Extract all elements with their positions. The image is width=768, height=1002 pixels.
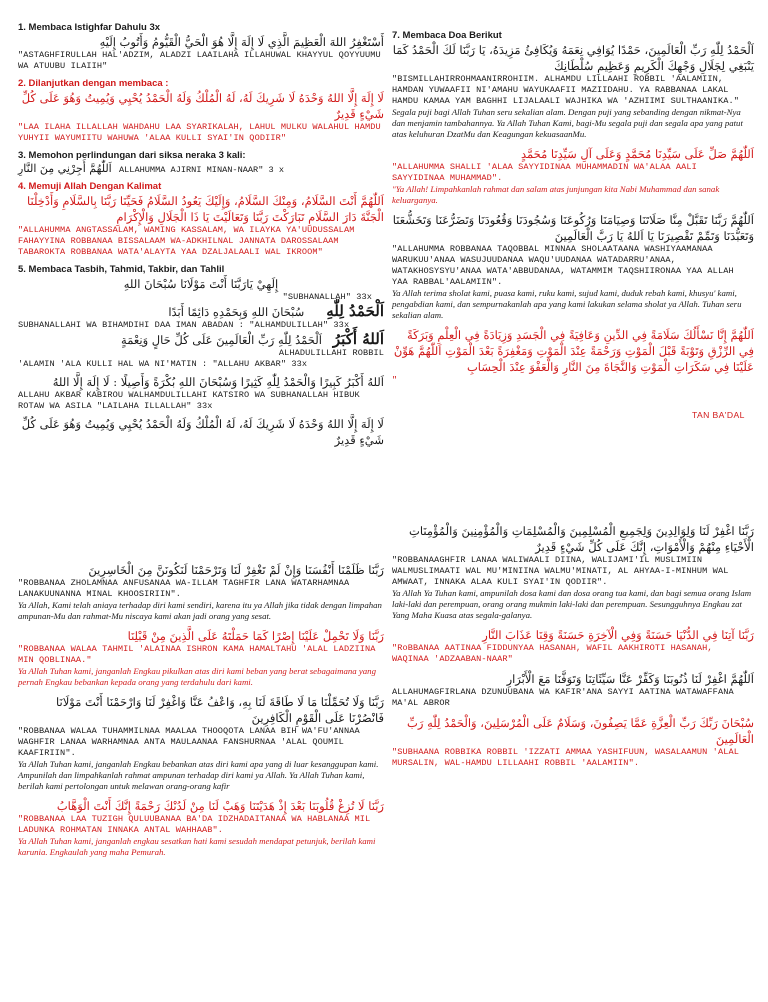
section-taqabbal (392, 212, 754, 321)
column-top-right (392, 30, 754, 392)
arabic-text: أَسْتَغْفِرُ اللهَ الْعَظِيمَ الَّذِي لَا إِلَهَ إِلَّا هُوَ الْحَيُّ الْقَيُّومُ وَأَتُوبُ إِلَيْهِ (99, 35, 384, 49)
arabic-text: اَللّٰهُمَّ أَنْتَ السَّلَامُ، وَمِنْكَ السَّلَامُ، وَإِلَيْكَ يَعُودُ السَّلَامُ فَحَيِّنَا رَبَّنَا بِالسَّلَامِ وَأَدْخِلْنَا الْجَنَّةَ دَارَ السَّلَامِ تَبَارَكْتَ رَبَّنَا وَتَعَالَيْتَ يَا ذَا الْجَلَالِ وَالْإِكْرَامِ (26, 194, 384, 224)
arabic-text: سُبْحَانَ اللهِ وَبِحَمْدِهِ دَائِمًا أَبَدًا (168, 305, 305, 319)
latin-transliteration: "RoBBANAA AATINAA FIDDUNYAA HASANAH, WAFIL AAKHIROTI HASANAH, WAQINAA 'ADZAABAN-NAAR" (392, 643, 713, 664)
section-rabbanaghfir (392, 523, 754, 621)
section-heading: 4. Memuji Allah Dengan Kalimat (18, 181, 162, 192)
section-salamah (392, 327, 754, 386)
arabic-line (18, 331, 384, 348)
section-subhana-rabbika (392, 715, 754, 769)
arabic-text: رَبَّنَا اغْفِرْ لَنَا وَلِوَالِدِينَ وَلِجَمِيعِ الْمُسْلِمِينَ وَالْمُسْلِمَاتِ وَالْمُؤْمِنِينَ وَالْمُؤْمِنَاتِ الْأَحْيَاءِ مِنْهُمْ وَالْأَمْوَاتِ، إِنَّكَ عَلَى كُلِّ شَيْءٍ قَدِيرٌ (409, 524, 754, 554)
latin-transliteration: "BISMILLAHIRROHMAANIRROHIIM. ALHAMDU LILLAAHI ROBBIL 'AALAMIIN, HAMDAN YUWAAFII NI'AMAHU WAYUKAAFII MAZIIDAHU. YA RABBANAA LAKAL HAMDU KAMAA YAM BAGHHI LIJALAALI WAJHIKA WA 'AZHIIMI SULTHAANIKA." (392, 74, 739, 106)
section-heading: 1. Membaca Istighfar Dahulu 3x (18, 22, 161, 33)
latin-transliteration: ALHADULILLAHI ROBBIL (278, 348, 384, 358)
arabic-text: اَللّٰهُمَّ أَجِرْنِي مِنَ النَّارِ (18, 162, 112, 175)
arabic-heading-text: اَللهُ أَكْبَرُ (332, 330, 384, 348)
arabic-text: اَللهُ أَكْبَرُ كَبِيرًا وَالْحَمْدُ لِلّٰهِ كَثِيرًا وَسُبْحَانَ اللهِ بُكْرَةً وَأَصِيلًا : لَا إِلَهَ إِلَّا اللهُ (52, 375, 384, 389)
arabic-text: رَبَّنَا ظَلَمْنَا أَنْفُسَنَا وَإِنْ لَمْ تَغْفِرْ لَنَا وَتَرْحَمْنَا لَنَكُونَنَّ مِنَ الْخَاسِرِينَ (88, 563, 384, 577)
section-doa (392, 30, 754, 140)
section-perlindungan (18, 150, 384, 175)
arabic-heading-text: اَلْحَمْدُ لِلّٰهِ (326, 302, 384, 320)
translation-text: Ya Allah Tuhan kami, janganlah Engkau pikulkan atas diri kami beban yang berat sebagaimana yang pernah Engkau bebankan kepada orang yang terdahulu dari kami. (18, 666, 376, 687)
section-rabbana-la-tuzigh (18, 798, 384, 858)
arabic-text: اَلْحَمْدُ لِلّٰهِ رَبِّ الْعَالَمِينَ، حَمْدًا يُوَافِي نِعَمَهُ وَيُكَافِئُ مَزِيدَهُ، يَا رَبَّنَا لَكَ الْحَمْدُ كَمَا يَنْبَغِي لِجَلَالِ وَجْهِكَ الْكَرِيمِ وَعَظِيمِ سُلْطَانِكَ (392, 43, 754, 73)
latin-transliteration: "SUBHAANA ROBBIKA ROBBIL 'IZZATI AMMAA YASHIFUUN, WASALAAMUN 'ALAL MURSALIN, WAL-HAMDU LILLAAHI ROBBIL 'AALAMIIN". (392, 747, 739, 768)
arabic-text: إِلَهِيْ يَارَبَّنَا أَنْتَ مَوْلَانَا سُبْحَانَ اللهِ (123, 277, 279, 291)
arabic-text: اَللّٰهُمَّ اغْفِرْ لَنَا ذُنُوبَنَا وَكَفِّرْ عَنَّا سَيِّئَاتِنَا وَتَوَفَّنَا مَعَ الْأَبْرَارِ (506, 672, 754, 686)
translation-text: Ya Allah Tuhan kami, janganlah Engkau bebankan atas diri kami apa yang di luar kesanggupan kami. Ampunilah dan limpahkanlah rahmat ampunan terhadap diri kami ya Allah. Ya Allah Tuhan kami, berilah kami pertolongan untuk melawan orang-orang kafir (18, 759, 379, 791)
section-heading: 3. Memohon perlindungan dari siksa neraka 3 kali: (18, 150, 246, 161)
section-istighfar (18, 22, 384, 72)
arabic-text: رَبَّنَا وَلَا تَحْمِلْ عَلَيْنَا إِصْرًا كَمَا حَمَلْتَهُ عَلَى الَّذِينَ مِنْ قَبْلِنَا (127, 629, 384, 643)
latin-transliteration: "ROBBANAAGHFIR LANAA WALIWAALI DIINA, WALIJAMI'IL MUSLIMIIN WALMUSLIMAATI WAL MU'MINIINA WALMU'MINATI, AL AHYAA-I-MINHUM WAL AMWAAT, INNAKA ALAA KULI SYAI'IN QODIIR". (392, 555, 729, 587)
section-shalawat (392, 146, 754, 206)
section-rabbana-la-tahmil (18, 628, 384, 688)
translation-text: Ya Allah, Kami telah aniaya terhadap diri kami sendiri, karena itu ya Allah jika tidak dengan limpahan ampunan-Mu dan rahmat-Mu niscaya kami akan jadi orang yang sesat. (18, 600, 382, 621)
section-heading: 2. Dilanjutkan dengan membaca : (18, 78, 169, 89)
arabic-text: اَللّٰهُمَّ صَلِّ عَلَى سَيِّدِنَا مُحَمَّدٍ وَعَلَى آلِ سَيِّدِنَا مُحَمَّدٍ (520, 147, 754, 161)
latin-transliteration: "ALLAHUMMA ROBBANAA TAQOBBAL MINNAA SHOLAATAANA WASHIYAAMANAA WARUKUU'ANAA WASUJUUDANAA WAQU'UUDANAA WATADARRU'ANAA, WATAKHOSYSYU'ANAA WATA'ABBUDANAA, WATAMMIM TAQSHIIRONAA YAA ALLAH YAA RABBAL'AALAMIIN". (392, 244, 734, 287)
arabic-text: رَبَّنَا آتِنَا فِي الدُّنْيَا حَسَنَةً وَفِي الْآخِرَةِ حَسَنَةً وَقِنَا عَذَابَ النَّارِ (482, 628, 754, 642)
latin-transliteration: "LAA ILAHA ILLALLAH WAHDAHU LAA SYARIKALAH, LAHUL MULKU WALAHUL HAMDU YUHYII WAYUMIITU WAHUWA 'ALAA KULLI SYAI'IN QODIIR" (18, 122, 381, 143)
latin-transliteration: ALLAHUMAGFIRLANA DZUNUUBANA WA KAFIR'ANA SAYYI AATINA WATAWAFFANA MA'AL ABROR (392, 687, 734, 708)
section-allahummaghfirlana (392, 671, 754, 709)
column-top-left (18, 22, 384, 454)
section-rabbana-la-tuhammilna (18, 694, 384, 792)
latin-transliteration: "SUBHANALLAH" 33x (282, 292, 372, 302)
latin-transliteration: 'ALAMIN 'ALA KULLI HAL WA NI'MATIN : "ALLAHU AKBAR" 33x (18, 359, 308, 369)
translation-text: Segala puji bagi Allah Tuhan seru sekalian alam. Dengan puji yang sebanding dengan nikmat-Nya dan menjamin tambahannya. Ya Allah Tuhan Kami, bagi-Mu segala puji dan segala apa yang patut atas keluhuran DzatMu dan Keagungan kekuasaanMu. (392, 107, 743, 139)
section-tasbih (18, 264, 384, 448)
latin-transliteration: "ALLAHUMMA SHALLI 'ALAA SAYYIDINAA MUHAMMADIN WA'ALAA AALI SAYYIDINAA MUHAMMAD". (392, 162, 697, 183)
arabic-text: رَبَّنَا وَلَا تُحَمِّلْنَا مَا لَا طَاقَةَ لَنَا بِهِ، وَاعْفُ عَنَّا وَاغْفِرْ لَنَا وَارْحَمْنَا أَنْتَ مَوْلَانَا فَانْصُرْنَا عَلَى الْقَوْمِ الْكَافِرِينَ (55, 695, 384, 725)
section-memuji-allah (18, 181, 384, 258)
section-tahlil (18, 78, 384, 144)
arabic-text: اَلْحَمْدُ لِلّٰهِ رَبِّ الْعَالَمِينَ عَلَى كُلِّ حَالٍ وَنِعْمَةٍ (121, 333, 322, 347)
latin-transliteration: "ROBBANAA WALAA TUHAMMILNAA MAALAA THOOQOTA LANAA BIH WA'FU'ANNAA WAGHFIR LANAA WARHAMNAA ANTA MAULAANAA FANSHURNAA 'ALAL QOUMIL KAAFIRIIN". (18, 726, 360, 758)
latin-transliteration: "ROBBANAA LAA TUZIGH QULUUBANAA BA'DA IDZHADAITANAA WA HABLANAA MIL LADUNKA ROHMATAN INNAKA ANTAL WAHHAAB". (18, 814, 371, 835)
latin-transliteration: "ROBBANAA ZHOLAMNAA ANFUSANAA WA-ILLAM TAGHFIR LANA WATARHAMNAA LANAKUUNANNA MINAL KHOOSIRIIN". (18, 578, 350, 599)
arabic-text: لَا إِلَهَ إِلَّا اللهُ وَحْدَهُ لَا شَرِيكَ لَهُ، لَهُ الْمُلْكُ وَلَهُ الْحَمْدُ يُحْيِي وَيُمِيتُ وَهُوَ عَلَى كُلِّ شَيْءٍ قَدِيرٌ (21, 417, 384, 447)
column-bottom-right (392, 523, 754, 775)
quote-mark: " (392, 375, 398, 385)
latin-transliteration: SUBHANALLAHI WA BIHAMDIHI DAA IMAN ABADAN : "ALHAMDULILLAH" 33x (18, 320, 350, 330)
translation-text: Ya Allah terima sholat kami, puasa kami, ruku kami, sujud kami, duduk rebah kami, khusyu' kami, pengabdian kami, dan sempurnakanlah apa yang kami lakukan selama sholat ya Allah. Tuhan seru sekalian alam. (392, 288, 742, 320)
latin-transliteration: ALLAHU AKBAR KABIROU WALHAMDULILLAHI KATSIRO WA SUBHANALLAH HIBUK ROTAW WA ASILA "LAILAHA ILLALLAH" 33x (18, 390, 360, 411)
section-heading: 7. Membaca Doa Berikut (392, 30, 502, 41)
translation-text: "Ya Allah! Limpahkanlah rahmat dan salam atas junjungan kita Nabi Muhammad dan sanak keluarganya. (392, 184, 720, 205)
arabic-text: لَا إِلَهَ إِلَّا اللهُ وَحْدَهُ لَا شَرِيكَ لَهُ، لَهُ الْمُلْكُ وَلَهُ الْحَمْدُ يُحْيِي وَيُمِيتُ وَهُوَ عَلَى كُلِّ شَيْءٍ قَدِيرٌ (21, 91, 384, 121)
arabic-text: سُبْحَانَ رَبِّكَ رَبِّ الْعِزَّةِ عَمَّا يَصِفُونَ، وَسَلَامٌ عَلَى الْمُرْسَلِينَ، وَالْحَمْدُ لِلّٰهِ رَبِّ الْعَالَمِينَ (407, 716, 754, 746)
translation-text: Ya Allah Tuhan kami, janganlah engkau sesatkan hati kami sesudah mendapat petunjuk, berilah kami karunia. Engkaulah yang maha Pemurah. (18, 836, 376, 857)
latin-transliteration: ALLAHUMMA AJIRNI MINAN-NAAR" 3 x (118, 165, 284, 175)
section-rabbana-atina (392, 627, 754, 665)
arabic-line (18, 303, 384, 320)
arabic-latin-row (18, 162, 384, 175)
latin-transliteration: "ASTAGHFIRULLAH HAL'ADZIM, ALADZI LAAILAHA ILLAHUWAL KHAYYUL QOYYUUMU WA ATUUBU ILAIIH" (18, 50, 381, 71)
arabic-text: اَللّٰهُمَّ رَبَّنَا تَقَبَّلْ مِنَّا صَلَاتَنَا وَصِيَامَنَا وَرُكُوعَنَا وَسُجُودَنَا وَقُعُودَنَا وَتَضَرُّعَنَا وَتَخَشُّعَنَا وَتَعَبُّدَنَا وَتَمِّمْ تَقْصِيرَنَا يَا اَللهُ يَا رَبَّ الْعَالَمِينَ (392, 213, 754, 243)
tan-badal-label: TAN BA'DAL (692, 410, 745, 420)
column-bottom-left (18, 562, 384, 864)
latin-transliteration: "ROBBANAA WALAA TAHMIL 'ALAINAA ISHRON KAMA HAMALTAHU 'ALAL LADZIINA MIN QOBLINAA." (18, 644, 376, 665)
section-heading: 5. Membaca Tasbih, Tahmid, Takbir, dan Tahlil (18, 264, 225, 275)
section-rabbana-zholamna (18, 562, 384, 622)
latin-transliteration: "ALLAHUMMA ANGTASSALAM, WAMING KASSALAM, WA ILAYKA YA'UUDUSSALAM FAHAYYINA ROBBANAA BISSALAAM WA-ADKHILNAL JANNATA DAROSSALAAM TABAROKTA ROBBANAA WATA'ALAYTA YAA DZALJALAALI WAL IKROOM" (18, 225, 355, 257)
arabic-text: رَبَّنَا لَا تُزِغْ قُلُوبَنَا بَعْدَ إِذْ هَدَيْتَنَا وَهَبْ لَنَا مِنْ لَدُنْكَ رَحْمَةً إِنَّكَ أَنْتَ الْوَهَّابُ (56, 799, 384, 813)
translation-text: Ya Allah Ya Tuhan kami, ampunilah dosa kami dan dosa orang tua kami, dan bagi semua orang Islam laki-laki dan perempuan, orang orang mukmin laki-laki dan perempuan. Sesungguhnya Engkau zat Yang Maha Kuasa atas segala-galanya. (392, 588, 752, 620)
arabic-text: اَللّٰهُمَّ إِنَّا نَسْأَلُكَ سَلَامَةً فِي الدِّينِ وَعَافِيَةً فِي الْجَسَدِ وَزِيَادَةً فِي الْعِلْمِ وَبَرَكَةً فِي الرِّزْقِ وَتَوْبَةً قَبْلَ الْمَوْتِ وَرَحْمَةً عِنْدَ الْمَوْتِ وَمَغْفِرَةً بَعْدَ الْمَوْتِ اَللّٰهُمَّ هَوِّنْ عَلَيْنَا فِي سَكَرَاتِ الْمَوْتِ وَالنَّجَاةَ مِنَ النَّارِ وَالْعَفْوَ عِنْدَ الْحِسَابِ (393, 328, 754, 374)
